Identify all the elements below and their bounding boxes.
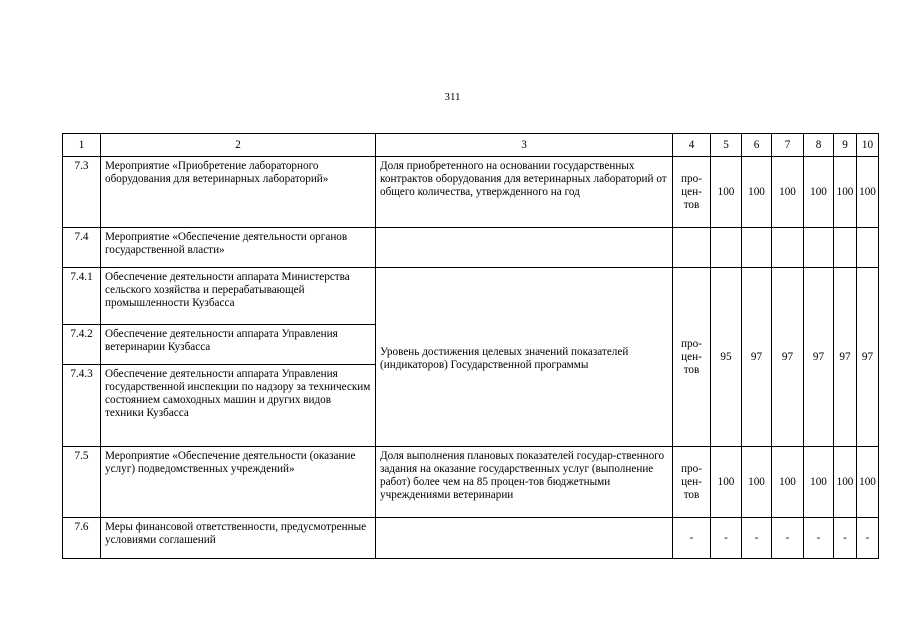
row-number: 7.5 xyxy=(63,447,101,518)
value-cell: 100 xyxy=(742,447,772,518)
table-header-row xyxy=(63,134,879,157)
empty-cell xyxy=(376,228,673,268)
indicator-name: Уровень достижения целевых значений показателей (индикаторов) Государственной программы xyxy=(376,268,673,447)
header-cell: 3 xyxy=(376,134,673,157)
value-cell: 97 xyxy=(857,268,879,447)
table-row xyxy=(63,268,879,325)
unit-text: тов xyxy=(683,198,700,211)
value-cell: 100 xyxy=(804,447,834,518)
indicators-table xyxy=(62,133,879,559)
value-cell: 97 xyxy=(742,268,772,447)
header-cell: 2 xyxy=(101,134,376,157)
header-cell: 5 xyxy=(711,134,742,157)
unit-cell xyxy=(673,157,711,228)
value-cell: 100 xyxy=(772,157,804,228)
value-cell: 100 xyxy=(857,447,879,518)
unit-text: тов xyxy=(683,488,700,501)
table-row xyxy=(63,518,879,559)
indicator-name: Доля приобретенного на основании государственных контрактов оборудования для ветеринарных лабораторий от общего количества, утвержденного на год xyxy=(376,157,673,228)
unit-text: про- xyxy=(681,337,702,350)
value-cell: 100 xyxy=(834,447,857,518)
row-number: 7.4 xyxy=(63,228,101,268)
value-cell: - xyxy=(772,518,804,559)
value-cell: 97 xyxy=(804,268,834,447)
measure-name: Мероприятие «Обеспечение деятельности органов государственной власти» xyxy=(101,228,376,268)
unit-text: цен- xyxy=(681,185,702,198)
table-row xyxy=(63,157,879,228)
header-cell: 6 xyxy=(742,134,772,157)
header-cell: 8 xyxy=(804,134,834,157)
measure-name: Меры финансовой ответственности, предусмотренные условиями соглашений xyxy=(101,518,376,559)
indicator-name: Доля выполнения плановых показателей государ-ственного задания на оказание государственных услуг (выполнение работ) более чем на 85 процен-тов бюджетными учреждениями ветеринарии xyxy=(376,447,673,518)
measure-name: Мероприятие «Обеспечение деятельности (оказание услуг) подведомственных учреждений» xyxy=(101,447,376,518)
unit-text: тов xyxy=(683,363,700,376)
row-number: 7.3 xyxy=(63,157,101,228)
empty-cell xyxy=(772,228,804,268)
value-cell: 100 xyxy=(711,157,742,228)
table-row xyxy=(63,228,879,268)
value-cell: 100 xyxy=(711,447,742,518)
value-cell: - xyxy=(857,518,879,559)
measure-name: Мероприятие «Приобретение лабораторного оборудования для ветеринарных лабораторий» xyxy=(101,157,376,228)
empty-cell xyxy=(857,228,879,268)
row-number: 7.6 xyxy=(63,518,101,559)
unit-cell xyxy=(673,268,711,447)
value-cell: 97 xyxy=(772,268,804,447)
row-number: 7.4.2 xyxy=(63,325,101,365)
unit-text: цен- xyxy=(681,350,702,363)
unit-cell xyxy=(673,447,711,518)
unit-text: про- xyxy=(681,172,702,185)
value-cell: 95 xyxy=(711,268,742,447)
value-cell: 100 xyxy=(772,447,804,518)
measure-name: Обеспечение деятельности аппарата Управления государственной инспекции по надзору за техническим состоянием самоходных машин и других видов техники Кузбасса xyxy=(101,365,376,447)
empty-cell xyxy=(834,228,857,268)
page-number: 311 xyxy=(444,91,461,103)
value-cell: 97 xyxy=(834,268,857,447)
header-cell: 1 xyxy=(63,134,101,157)
empty-cell xyxy=(376,518,673,559)
unit-text: про- xyxy=(681,462,702,475)
empty-cell xyxy=(804,228,834,268)
row-number: 7.4.3 xyxy=(63,365,101,447)
value-cell: 100 xyxy=(834,157,857,228)
empty-cell xyxy=(673,228,711,268)
header-cell: 7 xyxy=(772,134,804,157)
table-row xyxy=(63,447,879,518)
header-cell: 4 xyxy=(673,134,711,157)
value-cell: 100 xyxy=(804,157,834,228)
unit-text: цен- xyxy=(681,475,702,488)
value-cell: - xyxy=(834,518,857,559)
empty-cell xyxy=(711,228,742,268)
unit-cell: - xyxy=(673,518,711,559)
header-cell: 10 xyxy=(857,134,879,157)
header-cell: 9 xyxy=(834,134,857,157)
value-cell: - xyxy=(804,518,834,559)
row-number: 7.4.1 xyxy=(63,268,101,325)
measure-name: Обеспечение деятельности аппарата Министерства сельского хозяйства и перерабатывающей промышленности Кузбасса xyxy=(101,268,376,325)
empty-cell xyxy=(742,228,772,268)
value-cell: 100 xyxy=(742,157,772,228)
value-cell: 100 xyxy=(857,157,879,228)
measure-name: Обеспечение деятельности аппарата Управления ветеринарии Кузбасса xyxy=(101,325,376,365)
value-cell: - xyxy=(711,518,742,559)
value-cell: - xyxy=(742,518,772,559)
